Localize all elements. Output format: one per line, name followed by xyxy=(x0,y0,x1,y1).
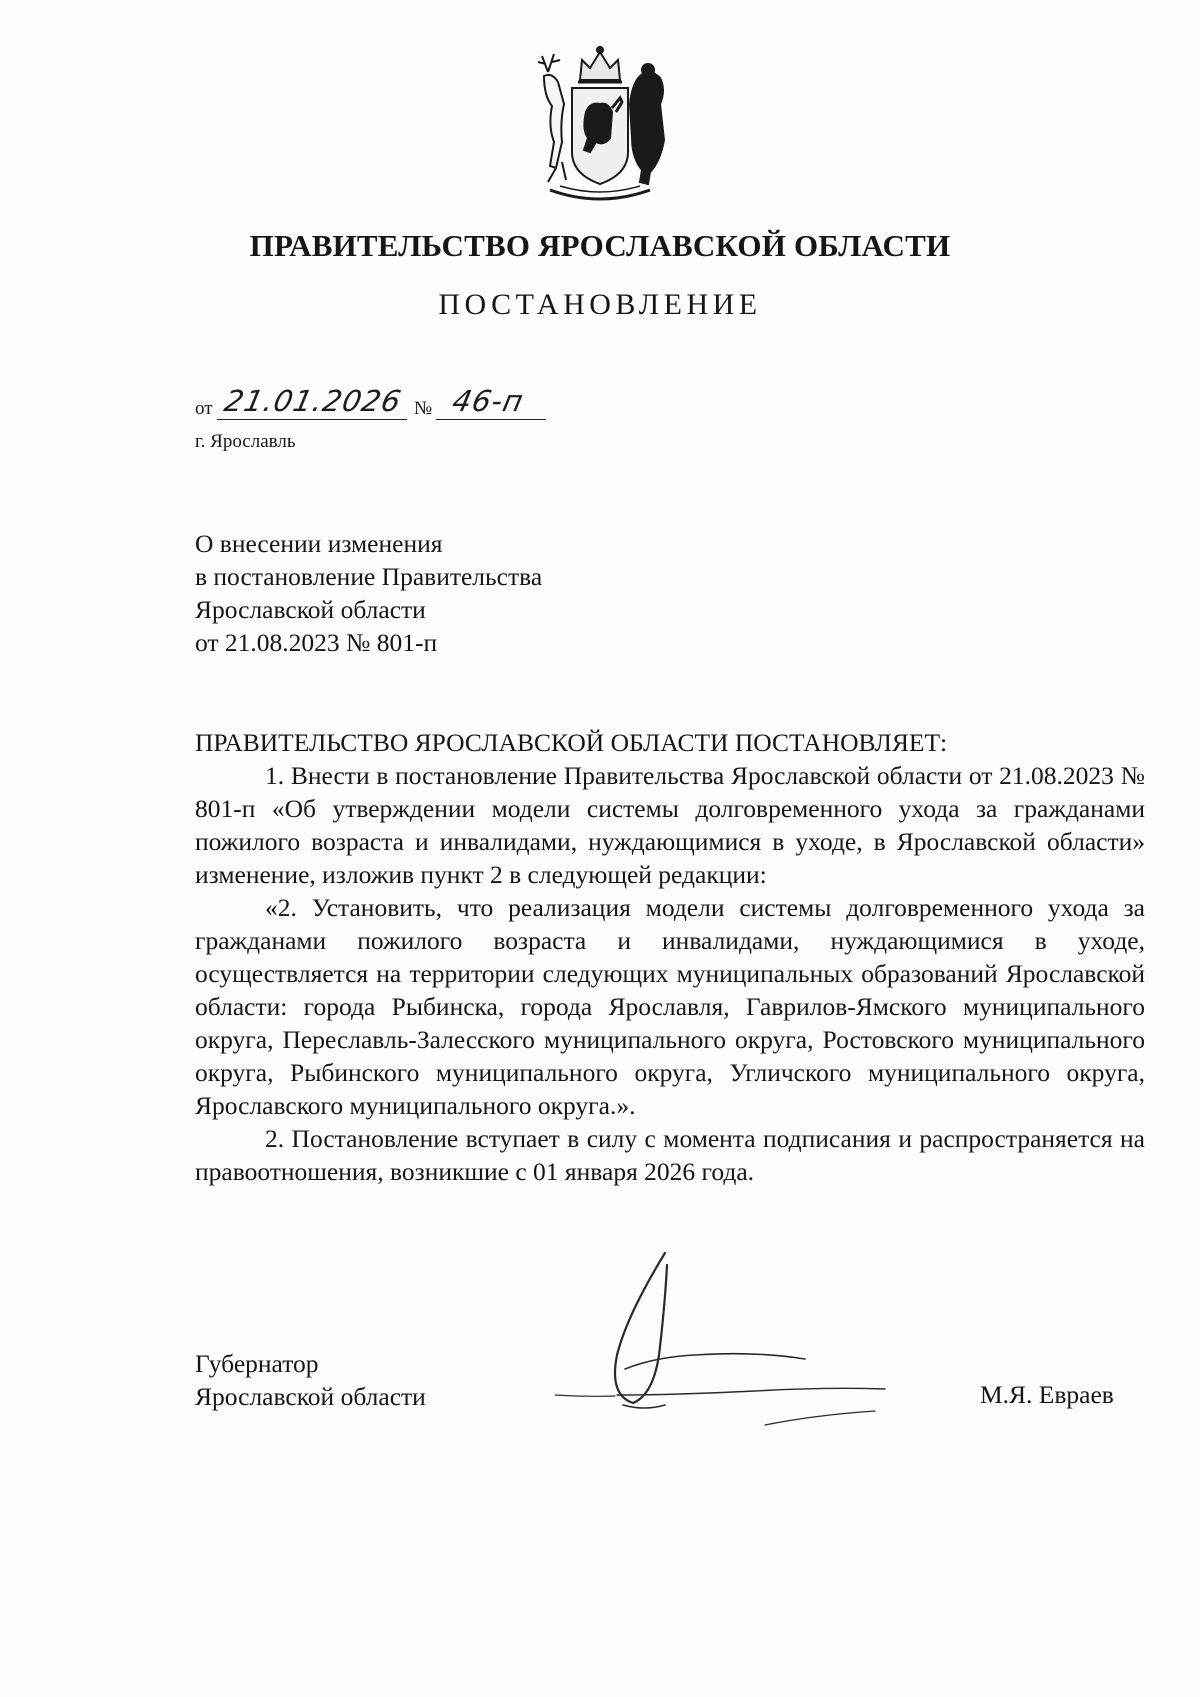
date-prefix: от xyxy=(195,398,213,419)
handwritten-date: 21.01.2026 xyxy=(221,384,405,418)
subject-line: Ярославской области xyxy=(195,595,426,624)
subject-line: от 21.08.2023 № 801-п xyxy=(195,628,438,657)
position-line: Ярославской области xyxy=(195,1382,426,1411)
document-subject xyxy=(195,527,542,659)
signatory-position xyxy=(195,1347,426,1413)
paragraph-2: «2. Установить, что реализация модели системы долговременного ухода за гражданами пожилого возраста и инвалидами, нуждающимися в уходе, осуществляется на территории следующих муниципальных образований Ярославской области: города Рыбинска, города Ярославля, Гаврилов-Ямского муниципального округа, Переславль-Залесского муниципального округа, Ростовского муниципального округа, Рыбинского муниципального округа, Угличского муниципального округа, Ярославского муниципального округа.». xyxy=(195,893,1145,1120)
subject-line: в постановление Правительства xyxy=(195,562,543,591)
handwritten-signature xyxy=(555,1245,935,1450)
city: г. Ярославль xyxy=(195,431,296,452)
number-prefix: № xyxy=(414,398,433,419)
government-title: ПРАВИТЕЛЬСТВО ЯРОСЛАВСКОЙ ОБЛАСТИ xyxy=(249,228,951,263)
paragraph-1: 1. Внести в постановление Правительства Ярославской области от 21.08.2023 № 801-п «Об утверждении модели системы долговременного ухода за гражданами пожилого возраста и инвалидами, нуждающимися в уходе, в Ярославской области» изменение, изложив пункт 2 в следующей редакции: xyxy=(195,761,1145,889)
resolution-heading: ПРАВИТЕЛЬСТВО ЯРОСЛАВСКОЙ ОБЛАСТИ ПОСТАНОВЛЯЕТ: xyxy=(195,728,948,757)
date-number-line xyxy=(195,386,555,430)
signer-name: М.Я. Евраев xyxy=(980,1380,1114,1409)
subject-line: О внесении изменения xyxy=(195,529,443,558)
number-underline xyxy=(436,419,546,420)
yaroslavl-oblast-coat-of-arms-icon xyxy=(520,42,680,207)
paragraph-3: 2. Постановление вступает в силу с момента подписания и распространяется на правоотношения, возникшие с 01 января 2026 года. xyxy=(195,1124,1145,1186)
position-line: Губернатор xyxy=(195,1349,319,1378)
document-type: ПОСТАНОВЛЕНИЕ xyxy=(438,288,762,321)
document-body xyxy=(195,726,1145,1188)
handwritten-number: 46-п xyxy=(449,384,527,418)
date-underline xyxy=(217,419,407,420)
